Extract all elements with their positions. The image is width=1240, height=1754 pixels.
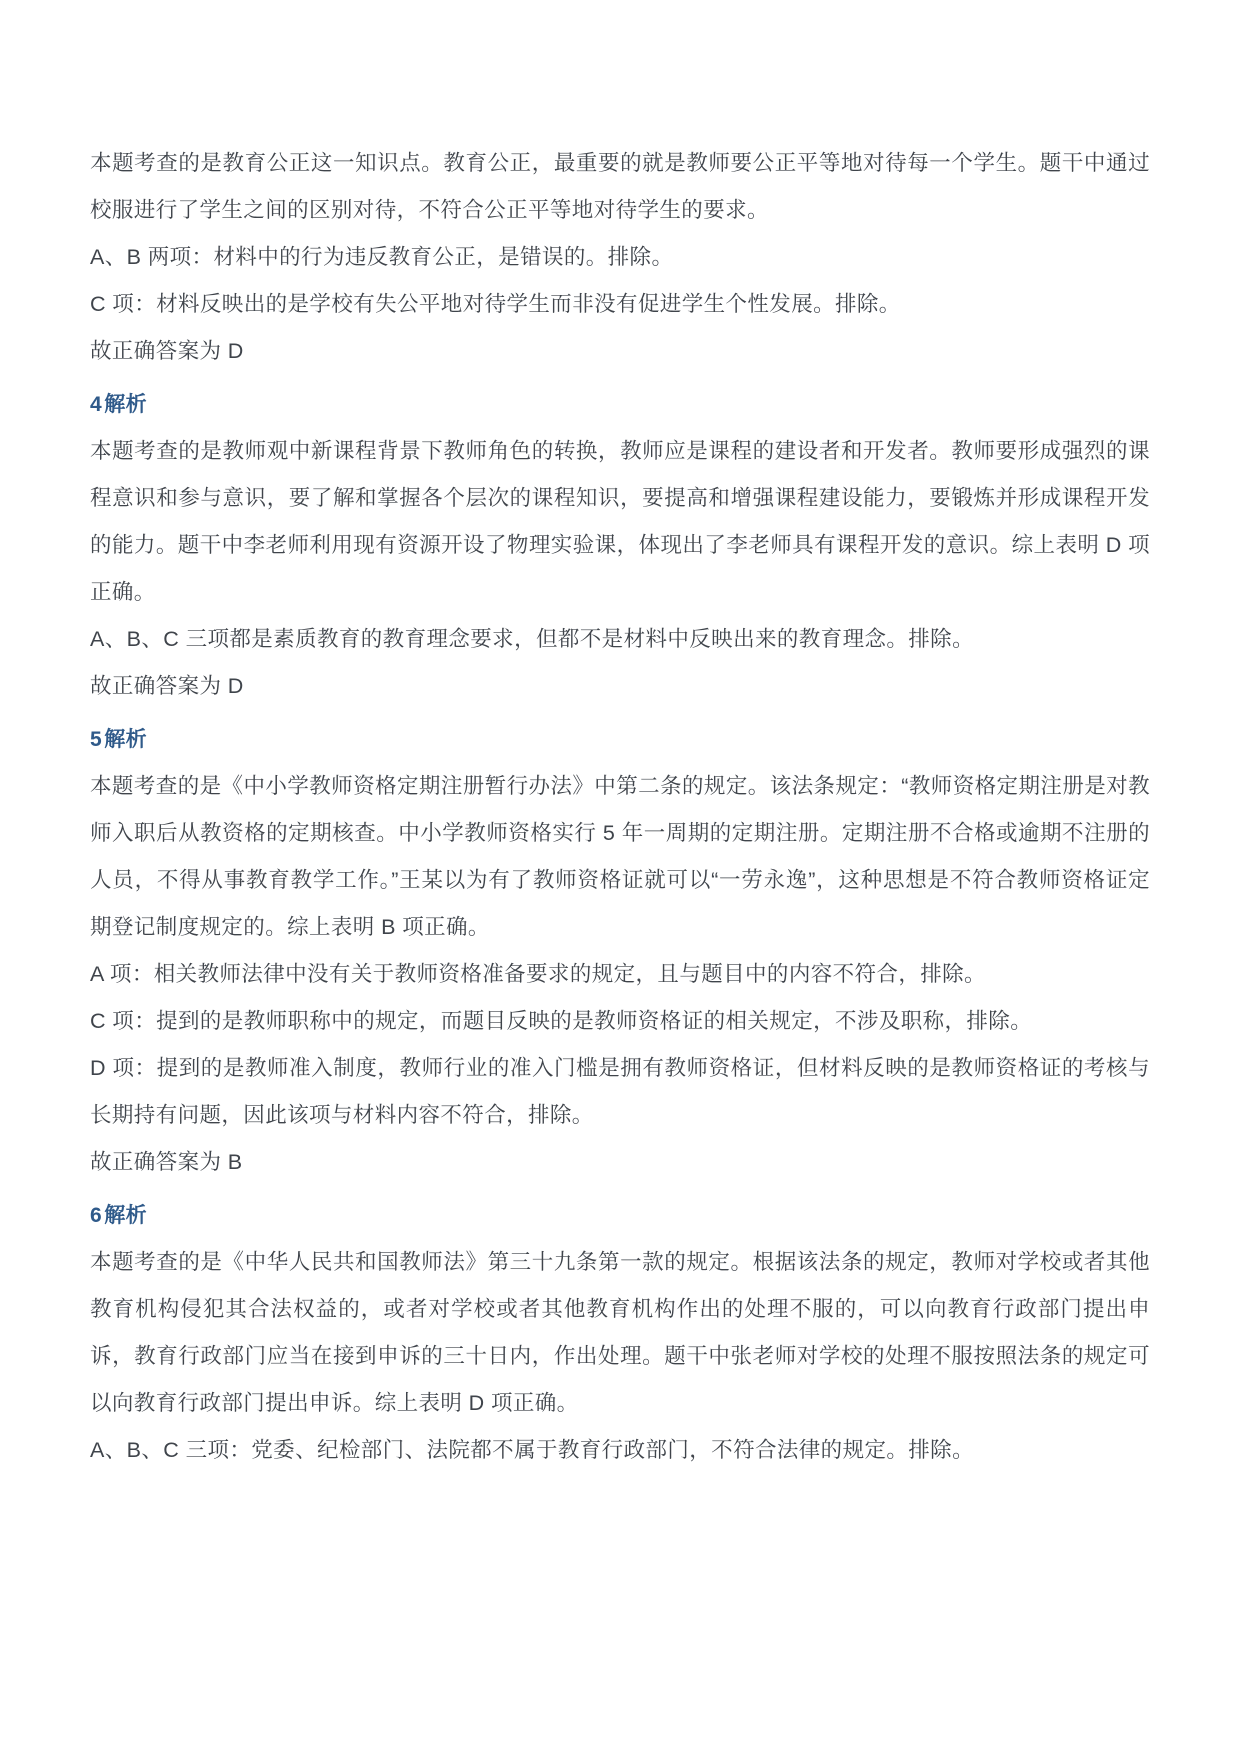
answer-section [90,716,1150,1186]
answer-section [90,140,1150,375]
paragraph: 故正确答案为 B [90,1150,243,1174]
paragraph: D 项：提到的是教师准入制度，教师行业的准入门槛是拥有教师资格证，但材料反映的是教师资格证的考核与长期持有问题，因此该项与材料内容不符合，排除。 [90,1056,1150,1127]
paragraph: 本题考查的是教师观中新课程背景下教师角色的转换，教师应是课程的建设者和开发者。教师要形成强烈的课程意识和参与意识，要了解和掌握各个层次的课程知识，要提高和增强课程建设能力，要锻炼并形成课程开发的能力。题干中李老师利用现有资源开设了物理实验课，体现出了李老师具有课程开发的意识。综上表明 D 项正确。 [90,439,1150,604]
paragraph: A 项：相关教师法律中没有关于教师资格准备要求的规定，且与题目中的内容不符合，排除。 [90,962,986,986]
paragraph: 故正确答案为 D [90,674,244,698]
paragraph: A、B、C 三项：党委、纪检部门、法院都不属于教育行政部门，不符合法律的规定。排除。 [90,1438,974,1462]
paragraph: 故正确答案为 D [90,339,244,363]
section-number: 4 [90,393,103,416]
answer-section [90,381,1150,710]
section-heading [90,716,1150,763]
paragraph: 本题考查的是《中华人民共和国教师法》第三十九条第一款的规定。根据该法条的规定，教师对学校或者其他教育机构侵犯其合法权益的，或者对学校或者其他教育机构作出的处理不服的，可以向教育行政部门提出申诉，教育行政部门应当在接到申诉的三十日内，作出处理。题干中张老师对学校的处理不服按照法条的规定可以向教育行政部门提出申诉。综上表明 D 项正确。 [90,1250,1150,1415]
paragraph: 本题考查的是《中小学教师资格定期注册暂行办法》中第二条的规定。该法条规定：“教师资格定期注册是对教师入职后从教资格的定期核查。中小学教师资格实行 5 年一周期的定期注册。定期注册不合格或逾期不注册的人员，不得从事教育教学工作。”王某以为有了教师资格证就可以“一劳永逸”，这种思想是不符合教师资格证定期登记制度规定的。综上表明 B 项正确。 [90,774,1150,939]
answer-section [90,1192,1150,1474]
paragraph: C 项：材料反映出的是学校有失公平地对待学生而非没有促进学生个性发展。排除。 [90,292,901,316]
paragraph: A、B、C 三项都是素质教育的教育理念要求，但都不是材料中反映出来的教育理念。排除。 [90,627,974,651]
paragraph: 本题考查的是教育公正这一知识点。教育公正，最重要的就是教师要公正平等地对待每一个学生。题干中通过校服进行了学生之间的区别对待，不符合公正平等地对待学生的要求。 [90,151,1150,222]
section-number: 5 [90,728,103,751]
section-label: 解析 [104,1204,148,1227]
paragraph: A、B 两项：材料中的行为违反教育公正，是错误的。排除。 [90,245,674,269]
section-label: 解析 [104,728,148,751]
section-number: 6 [90,1204,103,1227]
paragraph: C 项：提到的是教师职称中的规定，而题目反映的是教师资格证的相关规定，不涉及职称，排除。 [90,1009,1033,1033]
section-heading [90,381,1150,428]
section-label: 解析 [104,393,148,416]
section-heading [90,1192,1150,1239]
